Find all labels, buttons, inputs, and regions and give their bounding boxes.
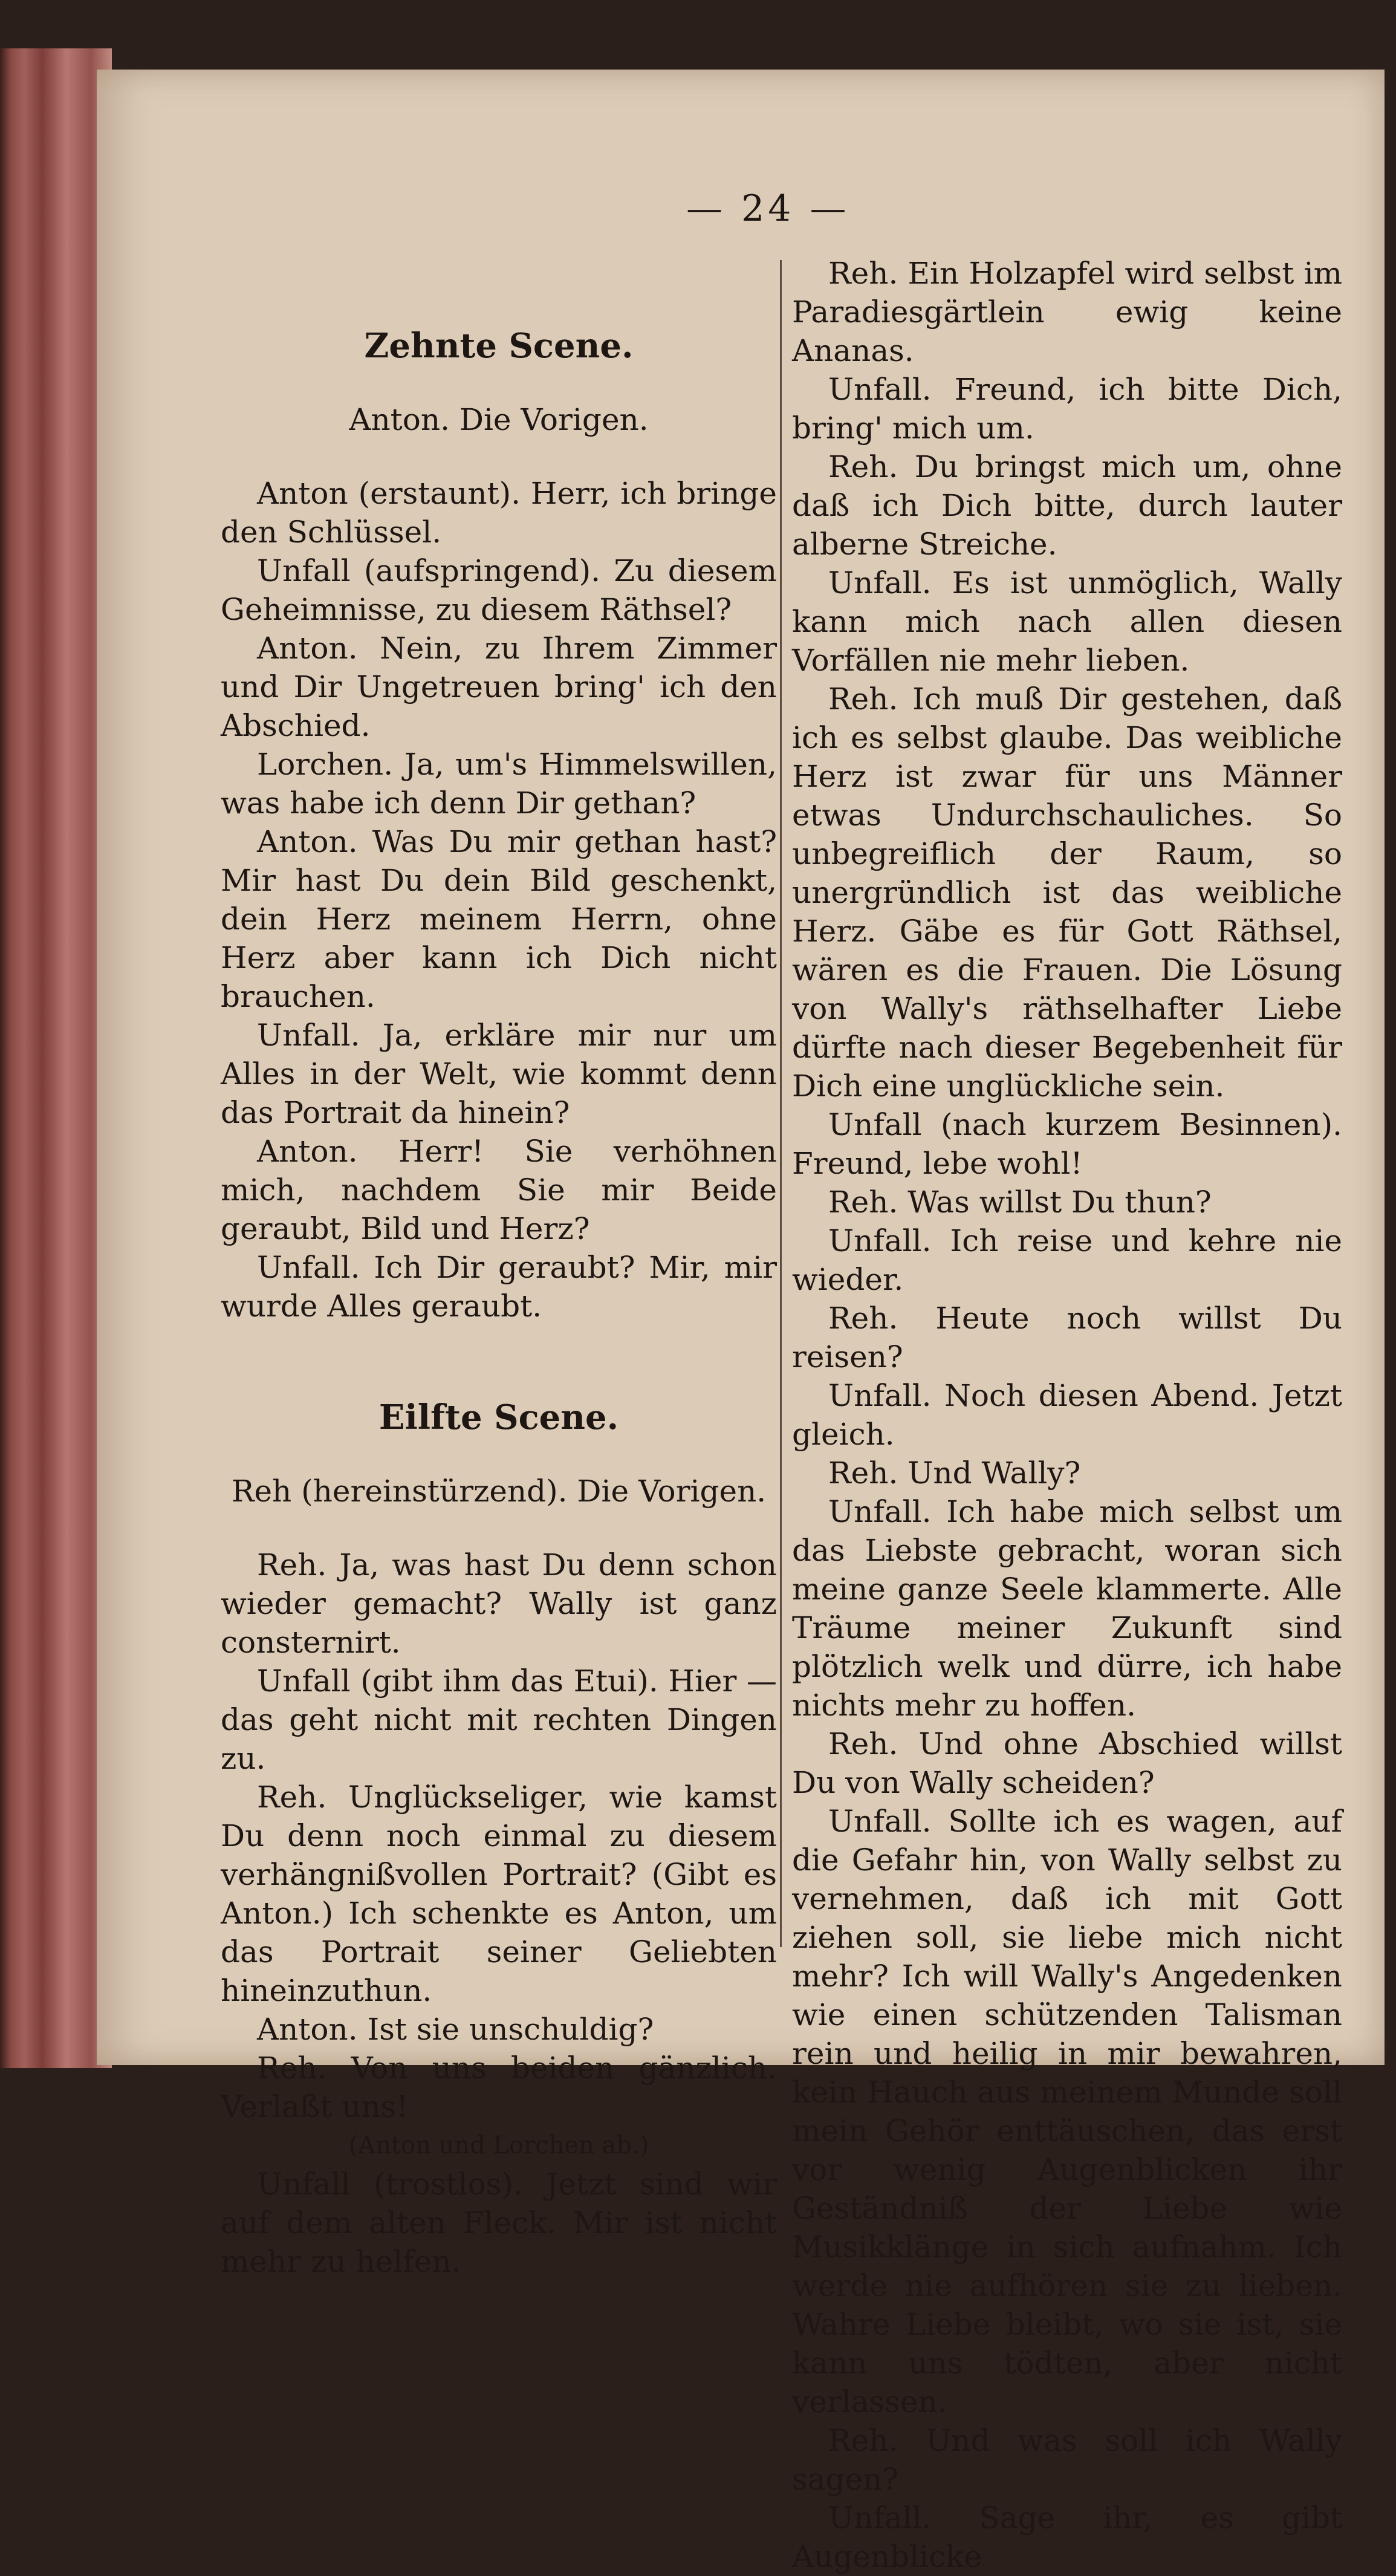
right-column bbox=[792, 254, 1342, 2576]
dialogue-line: Reh. Von uns beiden gänzlich. Verlaßt uns! bbox=[221, 2051, 777, 2124]
dialogue-line: Unfall. Es ist unmöglich, Wally kann mich nach allen diesen Vorfällen nie mehr lieben. bbox=[792, 565, 1342, 678]
page-number: — 24 — bbox=[686, 187, 850, 230]
dialogue-line: Reh. Ein Holzapfel wird selbst im Paradiesgärtlein ewig keine Ananas. bbox=[792, 256, 1342, 368]
book-page-edges bbox=[0, 48, 112, 2068]
dialogue-line: Unfall. Ich Dir geraubt? Mir, mir wurde Alles geraubt. bbox=[221, 1250, 777, 1324]
scene-cast: Reh (hereinstürzend). Die Vorigen. bbox=[231, 1474, 767, 1509]
scene-spacer bbox=[221, 1325, 777, 1398]
dialogue-line: Anton. Herr! Sie verhöhnen mich, nachdem Sie mir Beide geraubt, Bild und Herz? bbox=[221, 1134, 777, 1246]
dialogue-line: Anton. Ist sie unschuldig? bbox=[257, 2012, 654, 2047]
dialogue-line: Unfall. Ich habe mich selbst um das Liebste gebracht, woran sich meine ganze Seele klammerte. Alle Träume meiner Zukunft sind plötzlich welk und dürre, ich habe nichts mehr zu hoffen. bbox=[792, 1494, 1342, 1723]
dialogue-line: Unfall. Noch diesen Abend. Jetzt gleich. bbox=[792, 1378, 1342, 1452]
dialogue-line: Reh. Was willst Du thun? bbox=[828, 1185, 1212, 1220]
dialogue-line: Reh. Ja, was hast Du denn schon wieder gemacht? Wally ist ganz consternirt. bbox=[221, 1547, 777, 1660]
dialogue-line: Reh. Und ohne Abschied willst Du von Wally scheiden? bbox=[792, 1726, 1342, 1800]
scene-heading: Zehnte Scene. bbox=[364, 326, 634, 366]
dialogue-line: Unfall. Sage ihr, es gibt Augenblicke bbox=[792, 2500, 1342, 2574]
dialogue-line: Unfall. Freund, ich bitte Dich, bring' mich um. bbox=[792, 372, 1342, 446]
dialogue-line: Unfall. Sollte ich es wagen, auf die Gefahr hin, von Wally selbst zu vernehmen, daß ich mit Gott ziehen soll, sie liebe mich nicht mehr? Ich will Wally's Angedenken wie einen schützenden Talisman rein und heilig in mir bewahren, kein Hauch aus meinem Munde soll mein Gehör enttäuschen, das erst vor wenig Augenblicken ihr Geständniß der Liebe wie Musikklänge in sich aufnahm. Ich werde nie aufhören sie zu lieben. Wahre Liebe bleibt, wo sie ist, sie kann uns tödten, aber nicht verlassen. bbox=[792, 1804, 1342, 2419]
dialogue-line: Unfall. Ja, erkläre mir nur um Alles in der Welt, wie kommt denn das Portrait da hinein? bbox=[221, 1018, 777, 1130]
dialogue-line: Reh. Du bringst mich um, ohne daß ich Dich bitte, durch lauter alberne Streiche. bbox=[792, 449, 1342, 562]
dialogue-line: Lorchen. Ja, um's Himmelswillen, was habe ich denn Dir gethan? bbox=[221, 747, 777, 821]
scene-heading: Eilfte Scene. bbox=[378, 1397, 619, 1437]
dialogue-line: Reh. Und was soll ich Wally sagen? bbox=[792, 2423, 1342, 2497]
left-column bbox=[221, 327, 777, 2281]
dialogue-line: Anton. Was Du mir gethan hast? Mir hast Du dein Bild geschenkt, dein Herz meinem Herrn, ohne Herz aber kann ich Dich nicht brauchen. bbox=[221, 824, 777, 1014]
dialogue-line: Reh. Ich muß Dir gestehen, daß ich es selbst glaube. Das weibliche Herz ist zwar für uns Männer etwas Undurchschauliches. So unbegreiflich der Raum, so unergründlich ist das weibliche Herz. Gäbe es für Gott Räthsel, wären es die Frauen. Die Lösung von Wally's räthselhafter Liebe dürfte nach dieser Begebenheit für Dich eine unglückliche sein. bbox=[792, 681, 1342, 1104]
dialogue-line: Unfall (trostlos). Jetzt sind wir auf dem alten Fleck. Mir ist nicht mehr zu helfen. bbox=[221, 2167, 777, 2279]
dialogue-line: Unfall (aufspringend). Zu diesem Geheimnisse, zu diesem Räthsel? bbox=[221, 553, 777, 627]
dialogue-line: Unfall (nach kurzem Besinnen). Freund, lebe wohl! bbox=[792, 1107, 1342, 1181]
dialogue-line: Anton. Nein, zu Ihrem Zimmer und Dir Ungetreuen bring' ich den Abschied. bbox=[221, 631, 777, 743]
dialogue-line: Unfall (gibt ihm das Etui). Hier — das geht nicht mit rechten Dingen zu. bbox=[221, 1664, 777, 1776]
scene-cast: Anton. Die Vorigen. bbox=[349, 402, 649, 437]
column-divider bbox=[780, 260, 782, 1947]
dialogue-line: Anton (erstaunt). Herr, ich bringe den Schlüssel. bbox=[221, 476, 777, 550]
dialogue-line: Reh. Und Wally? bbox=[828, 1456, 1081, 1491]
dialogue-line: Reh. Unglückseliger, wie kamst Du denn noch einmal zu diesem verhängnißvollen Portrait? (Gibt es Anton.) Ich schenkte es Anton, um das Portrait seiner Geliebten hineinzuthun. bbox=[221, 1780, 777, 2008]
stage-direction: (Anton und Lorchen ab.) bbox=[348, 2132, 649, 2159]
dialogue-line: Unfall. Ich reise und kehre nie wieder. bbox=[792, 1223, 1342, 1297]
dialogue-line: Reh. Heute noch willst Du reisen? bbox=[792, 1301, 1342, 1374]
